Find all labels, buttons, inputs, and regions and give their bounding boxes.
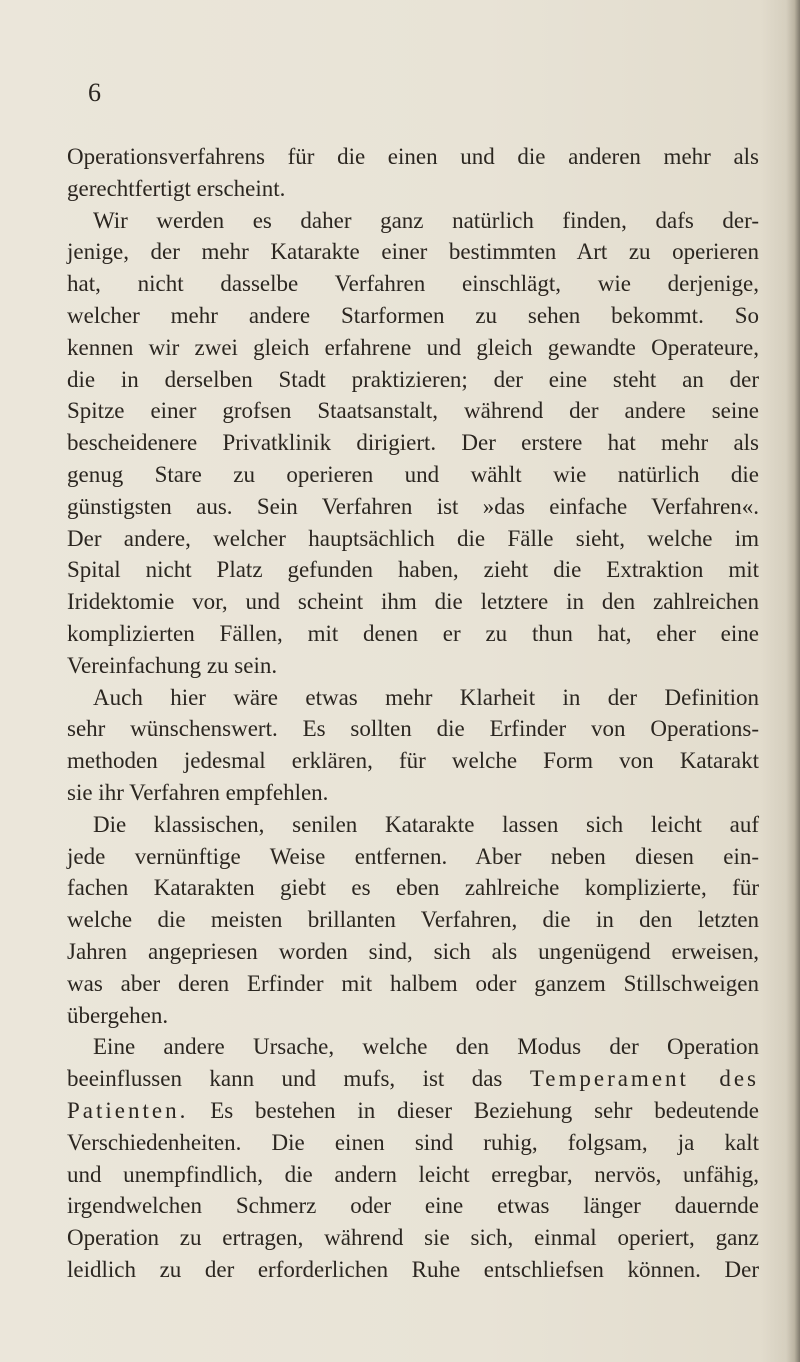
text-line: Eine andere Ursache, welche den Modus der Operation [93, 1034, 759, 1060]
text-line: Iridektomie vor, und scheint ihm die letztere in den zahlreichen [67, 589, 759, 615]
body-text [67, 141, 767, 1286]
text-line: gerechtfertigt erscheint. [67, 175, 286, 201]
text-line: hat, nicht dasselbe Verfahren einschlägt, wie derjenige, [67, 271, 759, 297]
paragraph-1 [67, 141, 767, 205]
text-line-with-spaced-term [67, 1063, 759, 1095]
text-line: irgendwelchen Schmerz oder eine etwas länger dauernde [67, 1193, 759, 1219]
text-line: Die klassischen, senilen Katarakte lassen sich leicht auf [93, 811, 759, 837]
text-line: Operation zu ertragen, während sie sich, einmal operiert, ganz [67, 1225, 759, 1251]
text-line: Auch hier wäre etwas mehr Klarheit in der Definition [93, 684, 759, 710]
paragraph-5 [67, 1031, 767, 1285]
text-line: Spitze einer grofsen Staatsanstalt, während der andere seine [67, 398, 759, 424]
text-line: sie ihr Verfahren empfehlen. [67, 779, 329, 805]
text-line: und unempfindlich, die andern leicht erregbar, nervös, unfähig, [67, 1161, 759, 1187]
spaced-emphasis: Patienten. [67, 1097, 189, 1123]
text-fragment: beeinflussen kann und mufs, ist das [67, 1066, 503, 1092]
paragraph-3 [67, 682, 767, 809]
page-number: 6 [88, 78, 101, 107]
text-line: welcher mehr andere Starformen zu sehen bekommt. So [67, 302, 759, 328]
text-line: bescheidenere Privatklinik dirigiert. Der erstere hat mehr als [67, 430, 759, 456]
text-line: Wir werden es daher ganz natürlich finden, dafs der- [93, 207, 759, 233]
page-edge-shadow [786, 0, 800, 1362]
text-line: komplizierten Fällen, mit denen er zu thun hat, eher eine [67, 620, 759, 646]
text-line: welche die meisten brillanten Verfahren, die in den letzten [67, 907, 759, 933]
text-line: Jahren angepriesen worden sind, sich als ungenügend erweisen, [67, 938, 759, 964]
text-line: übergehen. [67, 1002, 169, 1028]
text-line-with-spaced-term [67, 1095, 759, 1127]
text-line: Spital nicht Platz gefunden haben, zieht die Extraktion mit [67, 557, 759, 583]
paragraph-2 [67, 205, 767, 682]
text-line: was aber deren Erfinder mit halbem oder ganzem Stillschweigen [67, 970, 759, 996]
text-line: leidlich zu der erforderlichen Ruhe entschliefsen können. Der [67, 1256, 759, 1282]
text-line: günstigsten aus. Sein Verfahren ist »das einfache Verfahren«. [67, 493, 759, 519]
text-line: Verschiedenheiten. Die einen sind ruhig, folgsam, ja kalt [67, 1129, 759, 1155]
text-line: methoden jedesmal erklären, für welche Form von Katarakt [67, 748, 759, 774]
paragraph-4 [67, 809, 767, 1032]
text-line: Der andere, welcher hauptsächlich die Fälle sieht, welche im [67, 525, 759, 551]
text-line: Operationsverfahrens für die einen und die anderen mehr als [67, 144, 759, 169]
text-line: kennen wir zwei gleich erfahrene und gleich gewandte Operateure, [67, 334, 759, 360]
text-line: jede vernünftige Weise entfernen. Aber neben diesen ein- [67, 843, 759, 869]
text-line: fachen Katarakten giebt es eben zahlreiche komplizierte, für [67, 875, 759, 901]
text-line: genug Stare zu operieren und wählt wie natürlich die [67, 461, 759, 487]
text-line: jenige, der mehr Katarakte einer bestimmten Art zu operieren [67, 239, 759, 265]
text-line: die in derselben Stadt praktizieren; der eine steht an der [67, 366, 759, 392]
text-line: sehr wünschenswert. Es sollten die Erfinder von Operations- [67, 716, 759, 742]
spaced-emphasis: Temperament des [529, 1066, 759, 1092]
text-line: Vereinfachung zu sein. [67, 652, 278, 678]
text-fragment: Es bestehen in dieser Beziehung sehr bedeutende [210, 1097, 759, 1123]
